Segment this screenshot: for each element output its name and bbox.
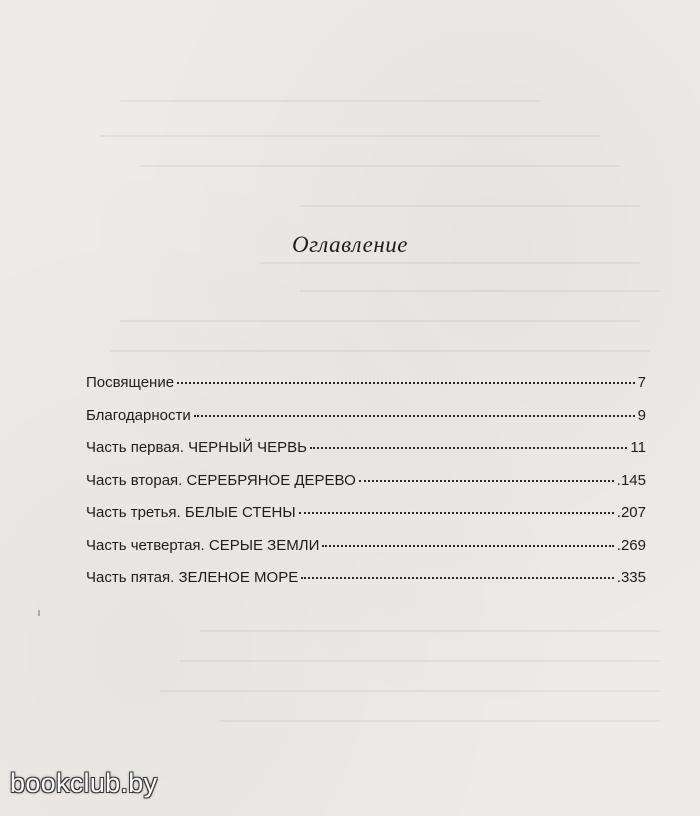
watermark: bookclub.by — [10, 768, 158, 798]
toc-entry-label: Часть третья. БЕЛЫЕ СТЕНЫ — [86, 504, 296, 521]
show-through-line — [160, 690, 660, 692]
toc-entry — [86, 569, 646, 602]
toc-entry-page: 11 — [630, 439, 646, 456]
toc-entry-label: Часть первая. ЧЕРНЫЙ ЧЕРВЬ — [86, 439, 308, 456]
toc-entry — [86, 504, 646, 537]
show-through-line — [140, 165, 620, 167]
toc-entry-label: Благодарности — [86, 406, 191, 424]
toc-entry-page: .269 — [616, 536, 646, 554]
show-through-line — [260, 262, 640, 264]
dot-leader — [177, 382, 635, 384]
show-through-line — [120, 100, 540, 102]
toc-entry-label: Часть вторая. СЕРЕБРЯНОЕ ДЕРЕВО — [86, 471, 356, 489]
dot-leader — [359, 480, 614, 482]
toc-entry-label: Посвящение — [86, 374, 175, 391]
show-through-line — [110, 350, 650, 352]
toc-entry-label: Часть пятая. ЗЕЛЕНОЕ МОРЕ — [86, 569, 299, 586]
toc-entry-page: 7 — [637, 374, 646, 391]
show-through-line — [220, 720, 660, 722]
show-through-line — [300, 290, 660, 292]
toc-entry-page: 9 — [637, 406, 646, 424]
dot-leader — [301, 577, 614, 579]
show-through-line — [180, 660, 660, 662]
toc-entry — [86, 374, 646, 407]
dot-leader — [194, 415, 635, 417]
show-through-line — [100, 135, 600, 137]
toc-entry — [86, 472, 646, 505]
toc-entry-page: .207 — [616, 504, 646, 521]
toc-title: Оглавление — [291, 232, 408, 257]
margin-mark — [38, 610, 40, 616]
dot-leader — [322, 545, 613, 547]
show-through-line — [200, 630, 660, 632]
dot-leader — [299, 512, 614, 514]
dot-leader — [310, 447, 627, 449]
toc-list — [86, 374, 646, 602]
show-through-line — [120, 320, 640, 322]
toc-entry — [86, 407, 646, 440]
toc-entry — [86, 439, 646, 472]
toc-entry-page: .145 — [616, 471, 646, 489]
toc-entry-label: Часть четвертая. СЕРЫЕ ЗЕМЛИ — [86, 536, 320, 554]
toc-entry-page: .335 — [616, 569, 646, 586]
toc-entry — [86, 537, 646, 570]
show-through-line — [300, 205, 640, 207]
